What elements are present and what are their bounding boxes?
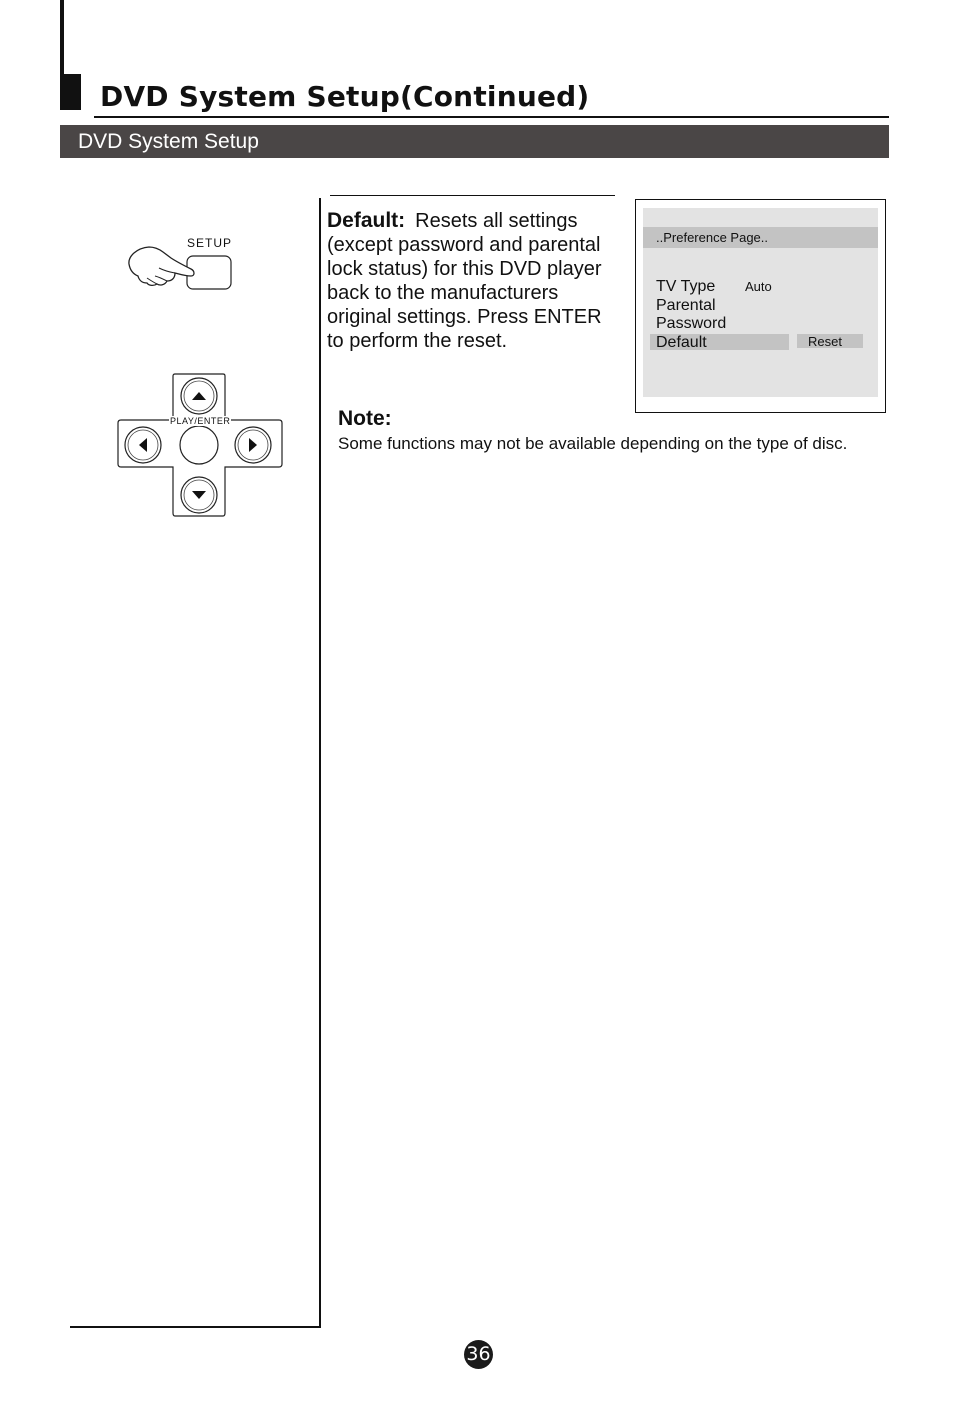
arrow-up-button bbox=[181, 378, 217, 414]
arrow-right-button bbox=[235, 427, 271, 463]
corner-block bbox=[60, 74, 81, 110]
setup-button-label: SETUP bbox=[187, 236, 233, 250]
setup-button-illustration bbox=[125, 238, 237, 294]
arrow-left-button bbox=[125, 427, 161, 463]
description-rule bbox=[330, 195, 615, 196]
title-underline bbox=[94, 116, 889, 118]
enter-button bbox=[180, 426, 218, 464]
osd-header-title: ..Preference Page.. bbox=[656, 230, 769, 245]
default-description bbox=[327, 209, 622, 353]
page-title: DVD System Setup(Continued) bbox=[100, 80, 590, 113]
default-description-text: Resets all settings (except password and parental lock status) for this DVD player back to the manufacturers original settings. Press ENTER to perform the reset. bbox=[327, 210, 602, 352]
menu-item-tv-type: TV Type bbox=[656, 278, 716, 295]
column-divider bbox=[319, 198, 321, 1328]
enter-button-label: PLAY/ENTER bbox=[170, 416, 231, 426]
note-text: Some functions may not be available depending on the type of disc. bbox=[338, 434, 848, 453]
pointing-hand-icon bbox=[129, 247, 194, 285]
tv-type-value: Auto bbox=[745, 279, 772, 294]
direction-pad bbox=[116, 372, 284, 518]
default-keyword: Default: bbox=[327, 209, 406, 232]
page-number: 36 bbox=[464, 1340, 493, 1369]
note-title: Note: bbox=[338, 407, 392, 430]
column-bottom-rule bbox=[70, 1326, 321, 1328]
menu-item-default: Default bbox=[656, 334, 707, 351]
reset-value: Reset bbox=[808, 334, 842, 349]
menu-item-parental: Parental bbox=[656, 297, 716, 314]
menu-item-password: Password bbox=[656, 315, 727, 332]
section-title: DVD System Setup bbox=[78, 130, 259, 153]
arrow-down-button bbox=[181, 477, 217, 513]
